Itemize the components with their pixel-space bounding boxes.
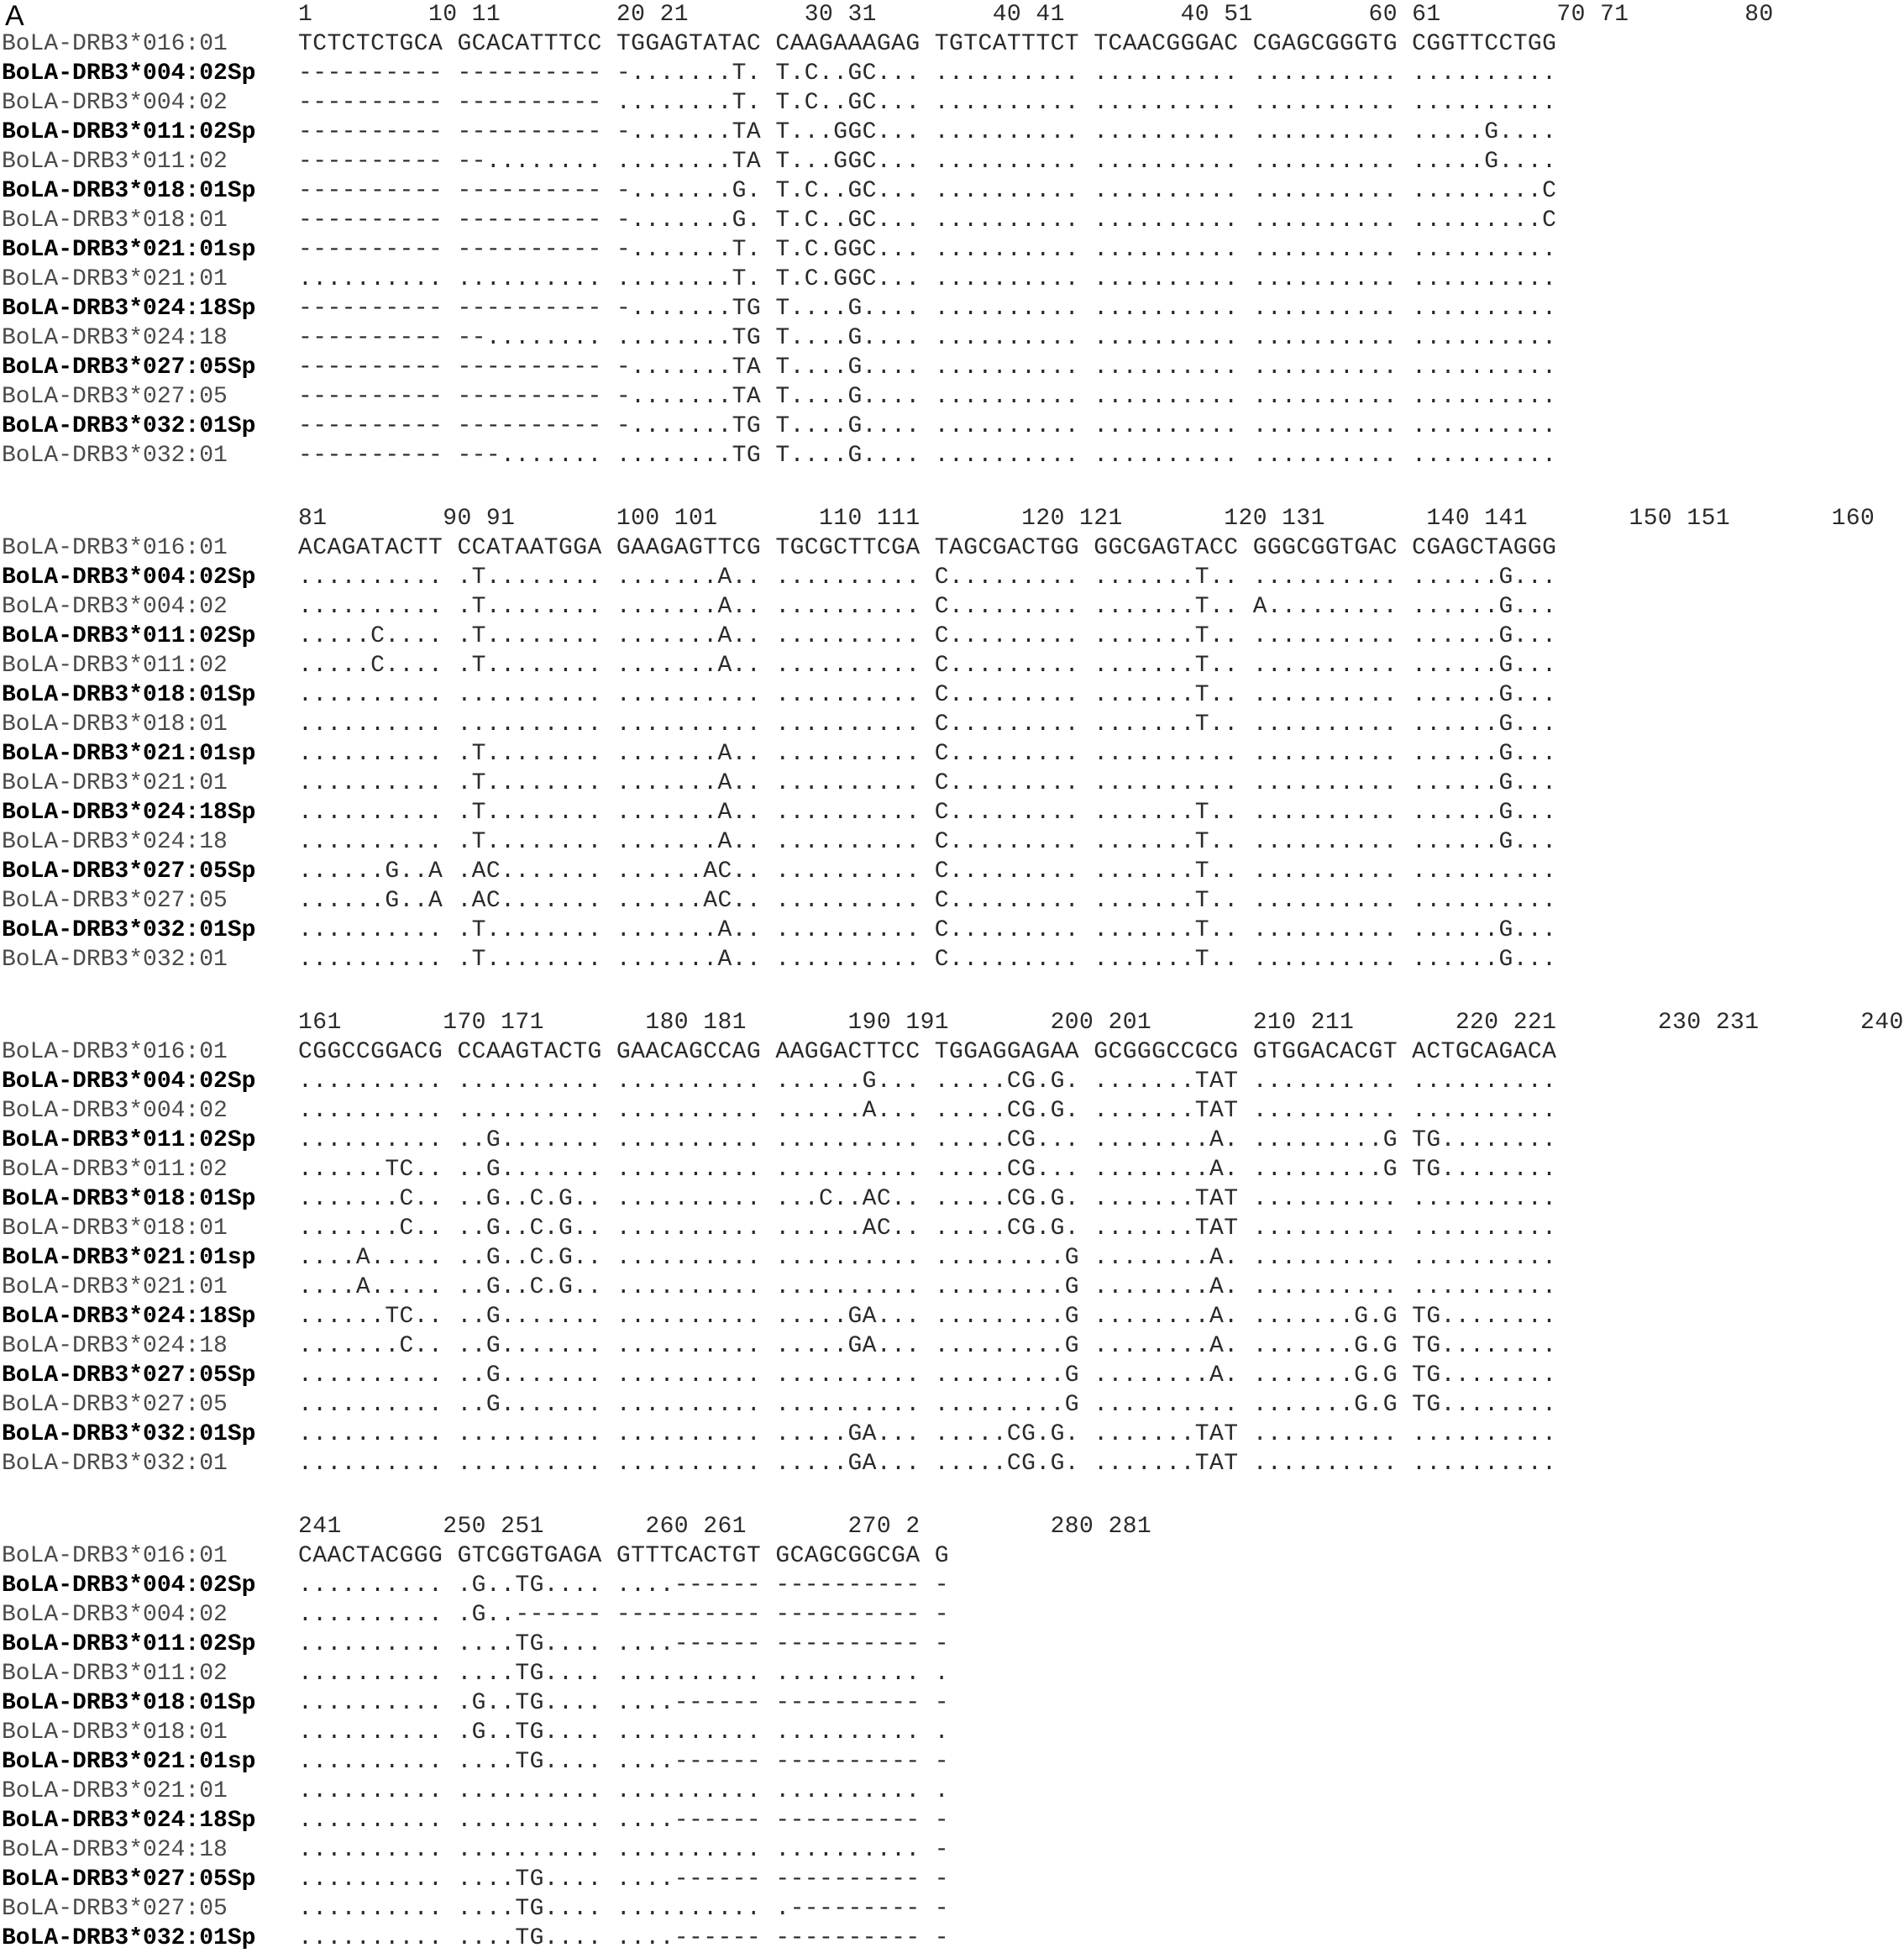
sequence-text: .......... .......... .......... .......... C......... .......T.. .......... ......G...: [298, 711, 1557, 738]
position-ruler: 241 250 251 260 261 270 2 280 281: [298, 1514, 1152, 1540]
allele-name: BoLA-DRB3*018:01Sp: [2, 1690, 256, 1716]
allele-name: BoLA-DRB3*021:01sp: [2, 1245, 256, 1271]
allele-name: BoLA-DRB3*018:01Sp: [2, 178, 256, 204]
allele-name: BoLA-DRB3*021:01sp: [2, 237, 256, 263]
panel-label: A: [5, 0, 24, 32]
allele-name: BoLA-DRB3*018:01: [2, 207, 228, 234]
sequence-text: ......TC.. ..G....... .......... .....GA... .........G ........A. .......G.G TG........: [298, 1304, 1557, 1330]
sequence-text: .......... .......... ........T. T.C.GGC... .......... .......... .......... ..........: [298, 266, 1557, 292]
allele-name: BoLA-DRB3*032:01: [2, 947, 228, 973]
sequence-text: .......... .......... .......... ......A... .....CG.G. .......TAT .......... ..........: [298, 1098, 1557, 1124]
allele-name: BoLA-DRB3*032:01Sp: [2, 1421, 256, 1447]
allele-name: BoLA-DRB3*004:02Sp: [2, 1572, 256, 1599]
sequence-text: .......... .......... .......... .......... C......... .......T.. .......... ......G...: [298, 682, 1557, 708]
allele-name: BoLA-DRB3*021:01: [2, 770, 228, 796]
allele-name: BoLA-DRB3*016:01: [2, 1543, 228, 1569]
allele-name: BoLA-DRB3*004:02: [2, 90, 228, 116]
sequence-text: .......... .T........ .......A.. .......... C......... .......... .......... ......G...: [298, 741, 1557, 767]
sequence-text: CAACTACGGG GTCGGTGAGA GTTTCACTGT GCAGCGGCGA G: [298, 1543, 950, 1569]
sequence-text: .......... .T........ .......A.. .......... C......... .......T.. A......... ......G...: [298, 594, 1557, 620]
allele-name: BoLA-DRB3*004:02: [2, 594, 228, 620]
sequence-text: ---------- --........ ........TG T....G.... .......... .......... .......... ..........: [298, 325, 1557, 351]
sequence-text: .......... ..G....... .......... .......... .........G .......... .......G.G TG........: [298, 1392, 1557, 1418]
sequence-text: ---------- ---------- -.......TG T....G.... .......... .......... .......... ..........: [298, 413, 1557, 439]
allele-name: BoLA-DRB3*004:02: [2, 1602, 228, 1628]
allele-name: BoLA-DRB3*011:02Sp: [2, 1127, 256, 1153]
sequence-text: ....A..... ..G..C.G.. .......... .......... .........G ........A. .......... ..........: [298, 1245, 1557, 1271]
sequence-text: ---------- ---------- ........T. T.C..GC... .......... .......... .......... ..........: [298, 90, 1557, 116]
sequence-text: ---------- ---------- -.......G. T.C..GC... .......... .......... .......... .........C: [298, 207, 1557, 234]
sequence-text: ---------- ---------- -.......TA T....G.... .......... .......... .......... ..........: [298, 384, 1557, 410]
allele-name: BoLA-DRB3*032:01Sp: [2, 917, 256, 943]
allele-name: BoLA-DRB3*024:18: [2, 325, 228, 351]
sequence-text: TCTCTCTGCA GCACATTTCC TGGAGTATAC CAAGAAAGAG TGTCATTTCT TCAACGGGAC CGAGCGGGTG CGGTTCCTGG: [298, 31, 1557, 57]
sequence-text: .......... .T........ .......A.. .......... C......... .......T.. .......... ......G...: [298, 829, 1557, 855]
sequence-text: ---------- --........ ........TA T...GGC... .......... .......... .......... .....G....: [298, 149, 1557, 175]
sequence-text: .......... .T........ .......A.. .......... C......... .......T.. .......... ......G...: [298, 800, 1557, 826]
sequence-text: .......... .......... .......... ......G... .....CG.G. .......TAT .......... ..........: [298, 1068, 1557, 1095]
sequence-text: .......... .T........ .......A.. .......... C......... .......... .......... ......G...: [298, 770, 1557, 796]
allele-name: BoLA-DRB3*016:01: [2, 31, 228, 57]
sequence-text: .......... .G..TG.... ....------ ---------- -: [298, 1690, 950, 1716]
position-ruler: 161 170 171 180 181 190 191 200 201 210 211 220 221 230 231 240: [298, 1010, 1904, 1036]
sequence-text: .......... .......... .......... .....GA... .....CG.G. .......TAT .......... ..........: [298, 1421, 1557, 1447]
allele-name: BoLA-DRB3*027:05Sp: [2, 1866, 256, 1893]
allele-name: BoLA-DRB3*011:02Sp: [2, 1631, 256, 1657]
allele-name: BoLA-DRB3*027:05Sp: [2, 1362, 256, 1389]
allele-name: BoLA-DRB3*011:02Sp: [2, 119, 256, 145]
allele-name: BoLA-DRB3*021:01sp: [2, 741, 256, 767]
allele-name: BoLA-DRB3*032:01: [2, 1451, 228, 1477]
allele-name: BoLA-DRB3*011:02: [2, 653, 228, 679]
sequence-text: .......... .......... .......... .....GA... .....CG.G. .......TAT .......... ..........: [298, 1451, 1557, 1477]
allele-name: BoLA-DRB3*021:01: [2, 1778, 228, 1804]
allele-name: BoLA-DRB3*004:02: [2, 1098, 228, 1124]
allele-name: BoLA-DRB3*011:02Sp: [2, 623, 256, 649]
sequence-text: ......TC.. ..G....... .......... .......... .....CG... ........A. .........G TG........: [298, 1157, 1557, 1183]
allele-name: BoLA-DRB3*004:02Sp: [2, 60, 256, 87]
allele-name: BoLA-DRB3*016:01: [2, 535, 228, 561]
allele-name: BoLA-DRB3*024:18: [2, 1333, 228, 1359]
sequence-text: .......... .T........ .......A.. .......... C......... .......T.. .......... ......G...: [298, 947, 1557, 973]
position-ruler: 81 90 91 100 101 110 111 120 121 120 131 140 141 150 151 160: [298, 506, 1875, 532]
sequence-text: .......... ....TG.... .......... .--------- -: [298, 1896, 950, 1922]
allele-name: BoLA-DRB3*024:18: [2, 1837, 228, 1863]
sequence-text: .......... .T........ .......A.. .......... C......... .......T.. .......... ......G...: [298, 564, 1557, 591]
sequence-text: .......... ....TG.... ....------ ---------- -: [298, 1749, 950, 1775]
sequence-text: ....A..... ..G..C.G.. .......... .......... .........G ........A. .......... ..........: [298, 1274, 1557, 1300]
allele-name: BoLA-DRB3*018:01: [2, 1719, 228, 1746]
allele-name: BoLA-DRB3*032:01Sp: [2, 1925, 256, 1951]
allele-name: BoLA-DRB3*018:01: [2, 711, 228, 738]
sequence-text: ......G..A .AC....... ......AC.. .......... C......... .......T.. .......... ..........: [298, 888, 1557, 914]
allele-name: BoLA-DRB3*024:18: [2, 829, 228, 855]
sequence-text: .......... .T........ .......A.. .......... C......... .......T.. .......... ......G...: [298, 917, 1557, 943]
sequence-text: .....C.... .T........ .......A.. .......... C......... .......T.. .......... ......G...: [298, 623, 1557, 649]
allele-name: BoLA-DRB3*027:05Sp: [2, 858, 256, 885]
allele-name: BoLA-DRB3*032:01: [2, 443, 228, 469]
allele-name: BoLA-DRB3*021:01sp: [2, 1749, 256, 1775]
allele-name: BoLA-DRB3*027:05: [2, 1392, 228, 1418]
sequence-text: .....C.... .T........ .......A.. .......... C......... .......T.. .......... ......G...: [298, 653, 1557, 679]
sequence-text: ---------- ---------- -.......T. T.C..GC... .......... .......... .......... ..........: [298, 60, 1557, 87]
sequence-text: .......... ....TG.... ....------ ---------- -: [298, 1925, 950, 1951]
sequence-text: ---------- ---....... ........TG T....G.... .......... .......... .......... ..........: [298, 443, 1557, 469]
sequence-text: ---------- ---------- -.......TA T....G.... .......... .......... .......... ..........: [298, 354, 1557, 381]
allele-name: BoLA-DRB3*027:05: [2, 888, 228, 914]
position-ruler: 1 10 11 20 21 30 31 40 41 40 51 60 61 70 71 80: [298, 2, 1774, 28]
sequence-text: .......... .G..TG.... ....------ ---------- -: [298, 1572, 950, 1599]
allele-name: BoLA-DRB3*004:02Sp: [2, 1068, 256, 1095]
sequence-text: .......... ..G....... .......... .......... .....CG... ........A. .........G TG........: [298, 1127, 1557, 1153]
sequence-text: .......... ....TG.... ....------ ---------- -: [298, 1631, 950, 1657]
sequence-text: .......... .......... .......... .......... .: [298, 1778, 950, 1804]
sequence-text: ---------- ---------- -.......TG T....G.... .......... .......... .......... ..........: [298, 296, 1557, 322]
sequence-text: .......... .G..TG.... .......... .......... .: [298, 1719, 950, 1746]
sequence-text: CGGCCGGACG CCAAGTACTG GAACAGCCAG AAGGACTTCC TGGAGGAGAA GCGGGCCGCG GTGGACACGT ACTGCAGACA: [298, 1039, 1557, 1065]
allele-name: BoLA-DRB3*024:18Sp: [2, 1304, 256, 1330]
sequence-text: .......... .......... .......... .......... -: [298, 1837, 950, 1863]
allele-name: BoLA-DRB3*024:18Sp: [2, 296, 256, 322]
sequence-text: .......... .G..------ ---------- ---------- -: [298, 1602, 950, 1628]
sequence-text: .......C.. ..G..C.G.. .......... ...C..AC.. .....CG.G. .......TAT .......... ..........: [298, 1186, 1557, 1212]
sequence-text: ACAGATACTT CCATAATGGA GAAGAGTTCG TGCGCTTCGA TAGCGACTGG GGCGAGTACC GGGCGGTGAC CGAGCTAGGG: [298, 535, 1557, 561]
sequence-text: ---------- ---------- -.......G. T.C..GC... .......... .......... .......... .........C: [298, 178, 1557, 204]
allele-name: BoLA-DRB3*021:01: [2, 266, 228, 292]
sequence-text: ---------- ---------- -.......T. T.C.GGC... .......... .......... .......... ..........: [298, 237, 1557, 263]
allele-name: BoLA-DRB3*011:02: [2, 1157, 228, 1183]
sequence-text: .......... ....TG.... .......... .......... .: [298, 1661, 950, 1687]
allele-name: BoLA-DRB3*004:02Sp: [2, 564, 256, 591]
sequence-text: .......... ..G....... .......... .......... .........G ........A. .......G.G TG........: [298, 1362, 1557, 1389]
allele-name: BoLA-DRB3*018:01Sp: [2, 682, 256, 708]
allele-name: BoLA-DRB3*027:05: [2, 384, 228, 410]
allele-name: BoLA-DRB3*011:02: [2, 1661, 228, 1687]
sequence-text: .......C.. ..G..C.G.. .......... ......AC.. .....CG.G. .......TAT .......... ..........: [298, 1215, 1557, 1242]
allele-name: BoLA-DRB3*027:05Sp: [2, 354, 256, 381]
allele-name: BoLA-DRB3*032:01Sp: [2, 413, 256, 439]
sequence-text: ---------- ---------- -.......TA T...GGC... .......... .......... .......... .....G....: [298, 119, 1557, 145]
sequence-text: .......... .......... ....------ ---------- -: [298, 1808, 950, 1834]
sequence-text: .......C.. ..G....... .......... .....GA... .........G ........A. .......G.G TG........: [298, 1333, 1557, 1359]
allele-name: BoLA-DRB3*021:01: [2, 1274, 228, 1300]
allele-name: BoLA-DRB3*024:18Sp: [2, 1808, 256, 1834]
allele-name: BoLA-DRB3*016:01: [2, 1039, 228, 1065]
sequence-text: ......G..A .AC....... ......AC.. .......... C......... .......T.. .......... ..........: [298, 858, 1557, 885]
allele-name: BoLA-DRB3*018:01Sp: [2, 1186, 256, 1212]
allele-name: BoLA-DRB3*011:02: [2, 149, 228, 175]
sequence-text: .......... ....TG.... ....------ ---------- -: [298, 1866, 950, 1893]
allele-name: BoLA-DRB3*027:05: [2, 1896, 228, 1922]
allele-name: BoLA-DRB3*024:18Sp: [2, 800, 256, 826]
allele-name: BoLA-DRB3*018:01: [2, 1215, 228, 1242]
